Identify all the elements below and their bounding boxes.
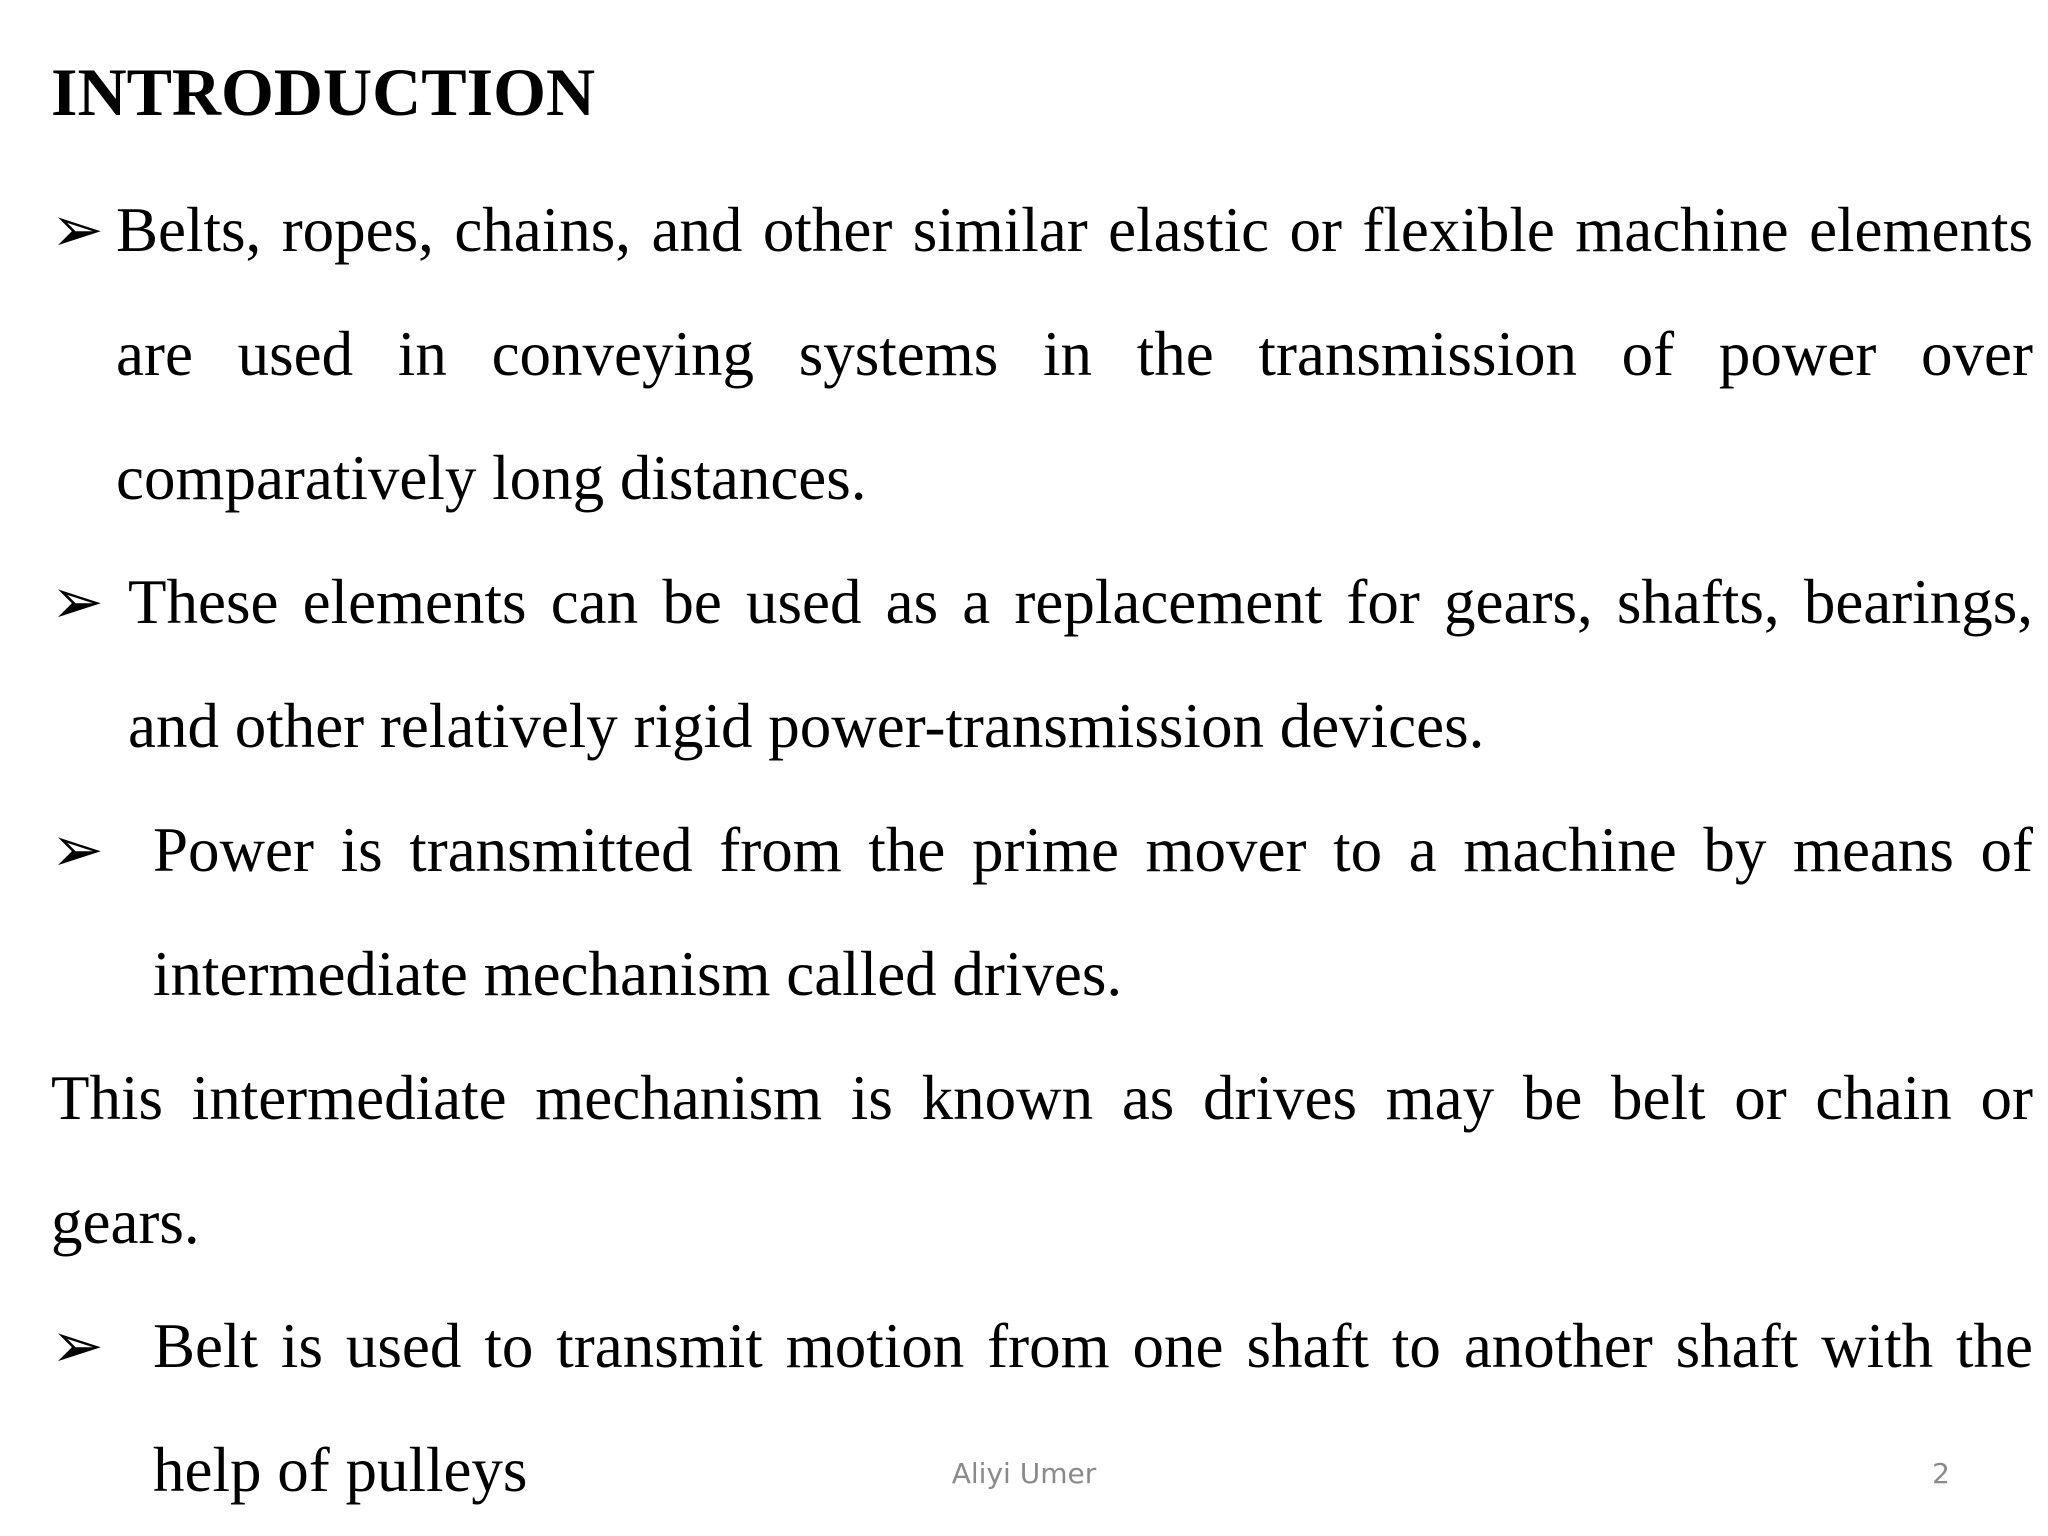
arrow-bullet-icon: ➢ [51,1311,104,1381]
bullet-item [51,540,2033,788]
arrow-bullet-icon: ➢ [51,815,104,885]
bullet-text: Belts, ropes, chains, and other similar elastic or flexible machine elements are used in conveying systems in the transmission of power over comparatively long distances. [116,195,2033,513]
bullet-text: Belt is used to transmit motion from one shaft to another shaft with the help of pulleys [153,1311,2033,1505]
arrow-bullet-icon: ➢ [51,195,104,265]
page-number: 2 [1932,1457,1950,1490]
bullet-text: Power is transmitted from the prime mover to a machine by means of intermediate mechanism called drives. [153,815,2033,1009]
bullet-text: These elements can be used as a replacement for gears, shafts, bearings, and other relatively rigid power-transmission devices. [128,567,2033,761]
slide-title: INTRODUCTION [51,54,596,130]
bullet-item [51,1284,2033,1532]
arrow-bullet-icon: ➢ [51,567,104,637]
bullet-item [51,788,2033,1036]
footer-author: Aliyi Umer [951,1457,1097,1490]
body-paragraph: This intermediate mechanism is known as drives may be belt or chain or gears. [51,1063,2033,1257]
slide-content [51,168,2033,1532]
bullet-item [51,168,2033,540]
